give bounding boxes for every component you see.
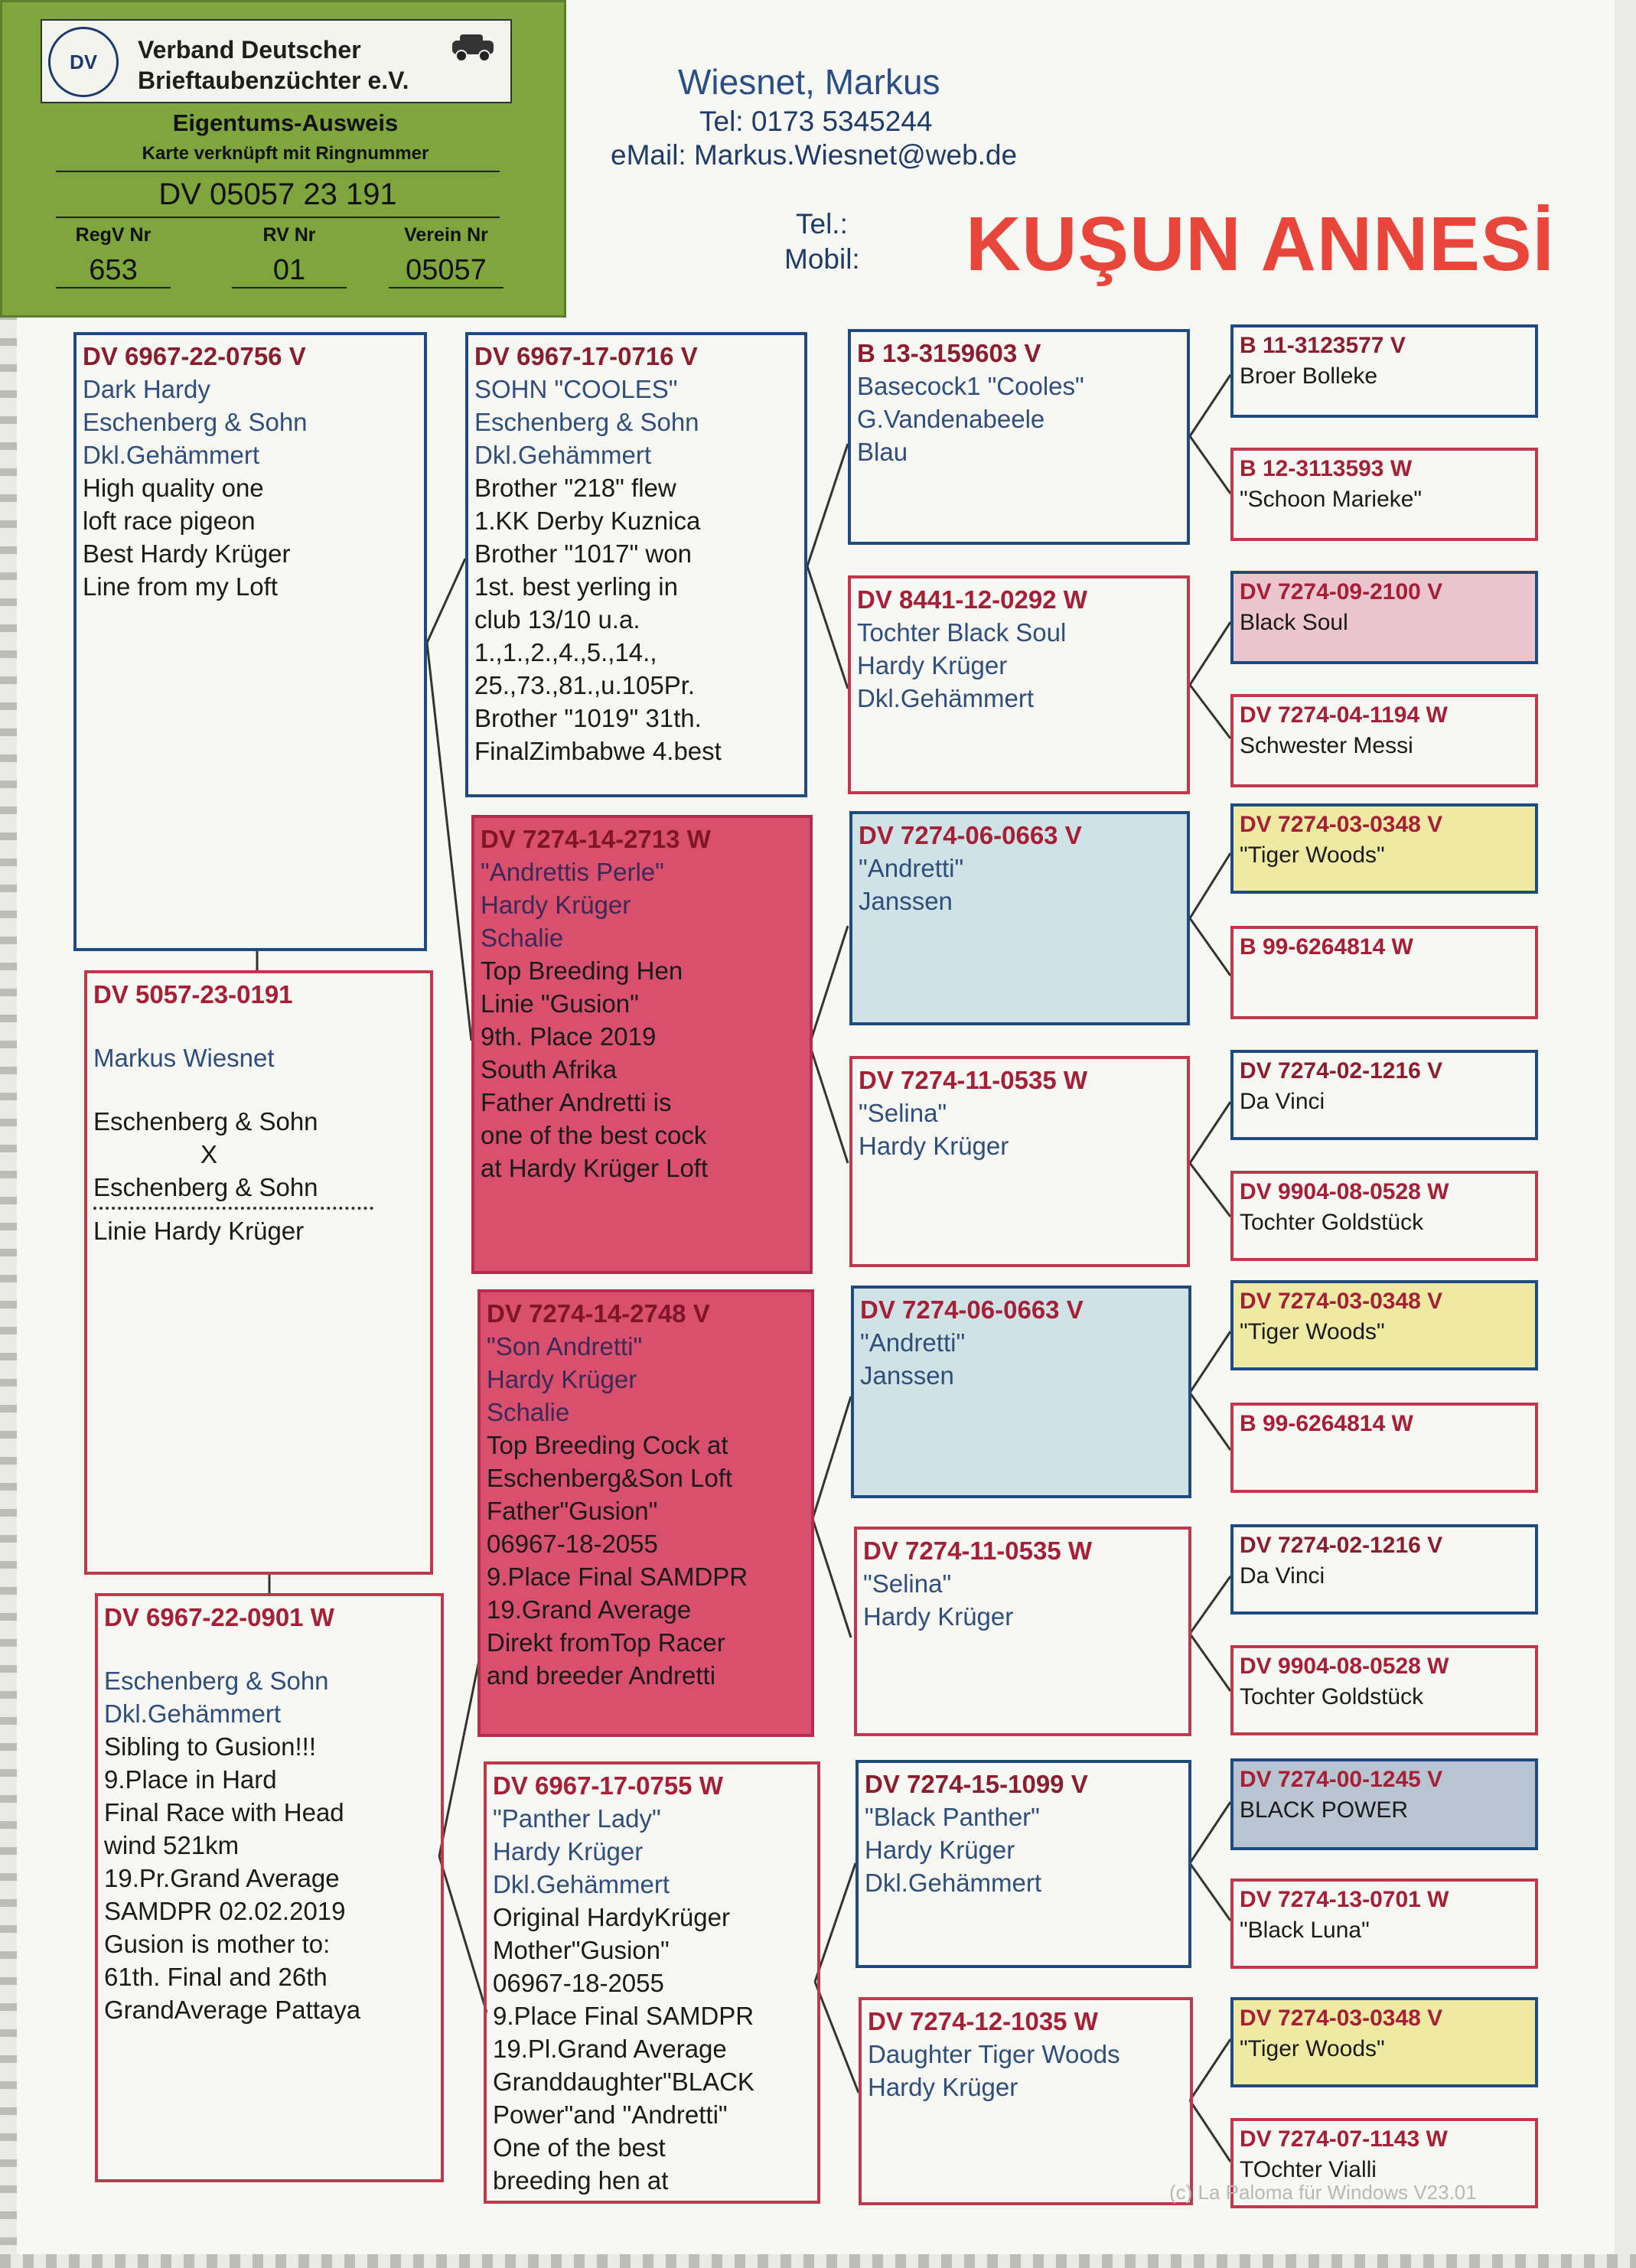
card-title: Eigentums-Ausweis bbox=[172, 109, 399, 136]
g4-box-7: DV 7274-02-1216 V Da Vinci bbox=[1230, 1050, 1538, 1140]
g4-box-5: DV 7274-03-0348 V "Tiger Woods" bbox=[1230, 803, 1538, 894]
org-name: Verband Deutscher Brieftaubenzüchter e.V. bbox=[138, 36, 409, 94]
g3-box-2: DV 8441-12-0292 W Tochter Black Soul Hardy Krüger Dkl.Gehämmert bbox=[848, 575, 1190, 794]
g3-box-7: DV 7274-15-1099 V "Black Panther" Hardy Krüger Dkl.Gehämmert bbox=[855, 1760, 1191, 1968]
dotted-divider bbox=[93, 1207, 373, 1210]
g3-box-3: DV 7274-06-0663 V "Andretti" Janssen bbox=[849, 811, 1190, 1025]
ff-box: DV 6967-17-0716 V SOHN "COOLES" Eschenberg & Sohn Dkl.Gehämmert Brother "218" flew 1.KK Derby Kuznica Brother "1017" won 1st. best yerling in club 13/10 u.a. 1.,1.,2.,4.,5.,14., 25.,73.,81.,u.105Pr. Brother "1019" 31th. FinalZimbabwe 4.best bbox=[465, 332, 807, 797]
card-ring-number: DV 05057 23 191 bbox=[56, 171, 500, 218]
subject-box: DV 5057-23-0191 Markus Wiesnet Eschenberg & Sohn X Eschenberg & Sohn Linie Hardy Krüger bbox=[84, 970, 433, 1575]
g4-box-15: DV 7274-03-0348 V "Tiger Woods" bbox=[1230, 1997, 1538, 2087]
mother-box: DV 6967-22-0901 W Eschenberg & Sohn Dkl.Gehämmert Sibling to Gusion!!! 9.Place in Hard Final Race with Head wind 521km 19.Pr.Grand Average SAMDPR 02.02.2019 Gusion is mother to: 61th. Final and 26th GrandAverage Pattaya bbox=[95, 1593, 444, 2182]
g4-box-4: DV 7274-04-1194 W Schwester Messi bbox=[1230, 694, 1538, 787]
owner-phone: Tel: 0173 5345244 bbox=[699, 106, 933, 137]
g4-box-8: DV 9904-08-0528 W Tochter Goldstück bbox=[1230, 1171, 1538, 1261]
mm-box: DV 6967-17-0755 W "Panther Lady" Hardy Krüger Dkl.Gehämmert Original HardyKrüger Mother"Gusion" 06967-18-2055 9.Place Final SAMDPR 19.Pl.Grand Average Granddaughter"BLACK Power"and "Andretti" One of the best breeding hen at bbox=[484, 1761, 820, 2204]
g4-box-16: DV 7274-07-1143 W TOchter Vialli bbox=[1230, 2118, 1538, 2208]
g4-box-2: B 12-3113593 W "Schoon Marieke" bbox=[1230, 448, 1538, 541]
g3-box-5: DV 7274-06-0663 V "Andretti" Janssen bbox=[851, 1286, 1191, 1498]
owner-tel-label: Tel.: bbox=[796, 208, 848, 240]
father-box: DV 6967-22-0756 V Dark Hardy Eschenberg & Sohn Dkl.Gehämmert High quality one loft race pigeon Best Hardy Krüger Line from my Loft bbox=[73, 332, 427, 951]
org-logo-icon: DV bbox=[48, 27, 119, 97]
g4-box-11: DV 7274-02-1216 V Da Vinci bbox=[1230, 1524, 1538, 1615]
fm-box: DV 7274-14-2713 W "Andrettis Perle" Hardy Krüger Schalie Top Breeding Hen Linie "Gusion" 9th. Place 2019 South Afrika Father Andretti is one of the best cock at Hardy Krüger Loft bbox=[471, 815, 813, 1274]
g3-box-6: DV 7274-11-0535 W "Selina" Hardy Krüger bbox=[854, 1527, 1191, 1736]
g3-box-4: DV 7274-11-0535 W "Selina" Hardy Krüger bbox=[849, 1056, 1190, 1267]
owner-email: eMail: Markus.Wiesnet@web.de bbox=[611, 139, 1018, 171]
software-watermark: (c) La Paloma für Windows V23.01 bbox=[1169, 2181, 1477, 2204]
g4-box-14: DV 7274-13-0701 W "Black Luna" bbox=[1230, 1879, 1538, 1969]
g4-box-3: DV 7274-09-2100 V Black Soul bbox=[1230, 571, 1538, 664]
g3-box-8: DV 7274-12-1035 W Daughter Tiger Woods Hardy Krüger bbox=[859, 1997, 1193, 2205]
g4-box-6: B 99-6264814 W bbox=[1230, 926, 1538, 1019]
owner-name: Wiesnet, Markus bbox=[678, 62, 940, 102]
card-subtitle: Karte verknüpft mit Ringnummer bbox=[142, 143, 429, 164]
g4-box-10: B 99-6264814 W bbox=[1230, 1403, 1538, 1493]
card-rv: RV Nr 01 bbox=[232, 224, 347, 288]
card-regv: RegV Nr 653 bbox=[56, 224, 171, 288]
g4-box-1: B 11-3123577 V Broer Bolleke bbox=[1230, 324, 1538, 418]
g4-box-12: DV 9904-08-0528 W Tochter Goldstück bbox=[1230, 1645, 1538, 1735]
headline: KUŞUN ANNESİ bbox=[966, 201, 1555, 287]
mf-box: DV 7274-14-2748 V "Son Andretti" Hardy Krüger Schalie Top Breeding Cock at Eschenberg&Son Loft Father"Gusion" 06967-18-2055 9.Place Final SAMDPR 19.Grand Average Direkt fromTop Racer and breeder Andretti bbox=[477, 1289, 814, 1737]
g4-box-9: DV 7274-03-0348 V "Tiger Woods" bbox=[1230, 1280, 1538, 1370]
card-verein: Verein Nr 05057 bbox=[389, 224, 504, 288]
g3-box-1: B 13-3159603 V Basecock1 "Cooles" G.Vandenabeele Blau bbox=[848, 329, 1190, 545]
g4-box-13: DV 7274-00-1245 V BLACK POWER bbox=[1230, 1758, 1538, 1850]
owner-mobil-label: Mobil: bbox=[784, 243, 860, 275]
